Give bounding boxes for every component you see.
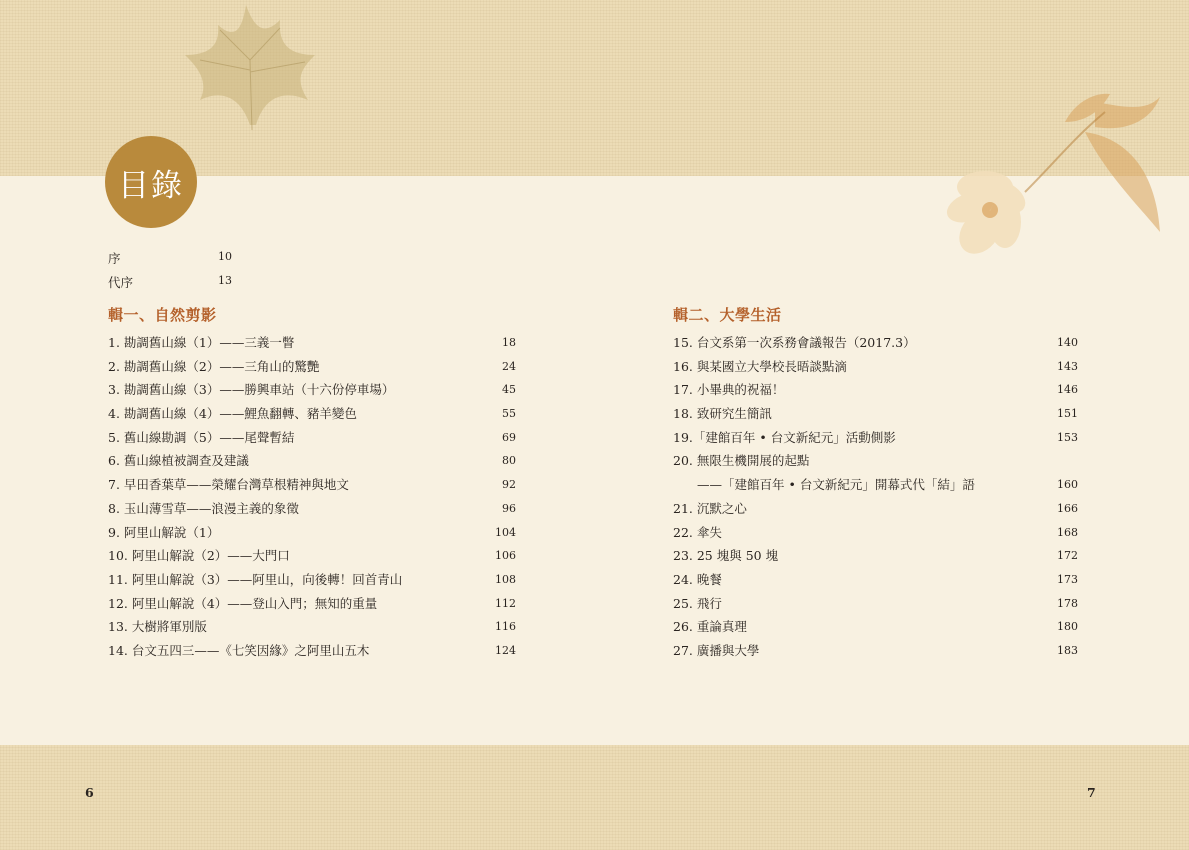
toc-entry[interactable] <box>108 544 516 568</box>
toc-entry[interactable] <box>673 592 1078 616</box>
toc-entry[interactable] <box>673 355 1078 379</box>
toc-entry[interactable] <box>108 592 516 616</box>
toc-entry-title: 18. 致研究生簡訊 <box>673 406 772 422</box>
toc-entry[interactable] <box>673 544 1078 568</box>
toc-entry-title: 9. 阿里山解說（1） <box>108 524 220 540</box>
toc-entry-title: 22. 傘失 <box>673 524 722 540</box>
toc-entry-title: 14. 台文五四三——《七笑因緣》之阿里山五木 <box>108 642 370 658</box>
toc-entry-page: 112 <box>495 596 516 610</box>
toc-entry-page: 45 <box>502 383 516 397</box>
toc-entry-page: 160 <box>1057 478 1078 492</box>
toc-entry-title: 1. 勘調舊山線（1）——三義一瞥 <box>108 335 295 350</box>
section-heading: 輯一、自然剪影 <box>108 306 217 324</box>
toc-entry[interactable] <box>673 426 1078 450</box>
preface-label: 代序 <box>108 275 134 290</box>
toc-entry-page: 146 <box>1057 383 1078 397</box>
toc-entry-title: 11. 阿里山解說（3）——阿里山，向後轉！回首青山 <box>108 571 403 587</box>
toc-entry[interactable] <box>673 615 1078 639</box>
toc-entry-page: 80 <box>502 454 516 468</box>
toc-entry[interactable] <box>673 378 1078 402</box>
toc-entry[interactable] <box>673 473 1078 497</box>
toc-entry-page: 124 <box>495 643 516 657</box>
toc-entry-title: 4. 勘調舊山線（4）——鯉魚翻轉、豬羊變色 <box>108 406 357 422</box>
toc-entry[interactable] <box>108 473 516 497</box>
toc-list-section-2 <box>673 331 1078 663</box>
toc-entry[interactable] <box>108 615 516 639</box>
toc-entry-title: 12. 阿里山解說（4）——登山入門；無知的重量 <box>108 595 378 611</box>
section-heading: 輯二、大學生活 <box>673 306 782 324</box>
toc-entry-page: 104 <box>495 525 516 539</box>
toc-entry-page: 108 <box>495 572 516 586</box>
toc-entry-title: 13. 大樹將軍別版 <box>108 619 207 635</box>
toc-title-badge <box>105 136 197 228</box>
toc-entry[interactable] <box>108 402 516 426</box>
toc-entry[interactable] <box>673 331 1078 355</box>
toc-entry-title: 7. 早田香葉草——榮耀台灣草根精神與地文 <box>108 477 349 493</box>
page-number-left: 6 <box>85 785 94 800</box>
toc-entry-title: 25. 飛行 <box>673 595 722 611</box>
toc-entry-page: 24 <box>502 359 516 373</box>
toc-entry-page: 116 <box>495 620 516 634</box>
toc-entry-page: 173 <box>1057 572 1078 586</box>
toc-entry-title: 6. 舊山線植被調查及建議 <box>108 453 249 469</box>
toc-entry-page: 143 <box>1057 359 1078 373</box>
toc-entry-page: 166 <box>1057 501 1078 515</box>
toc-entry-title: 16. 與某國立大學校長晤談點滴 <box>673 358 847 374</box>
toc-entry[interactable] <box>108 426 516 450</box>
toc-entry-page: 140 <box>1057 336 1078 349</box>
page-title: 目錄 <box>118 167 184 204</box>
toc-entry-title: 10. 阿里山解說（2）——大門口 <box>108 548 290 564</box>
toc-entry-title: 27. 廣播與大學 <box>673 642 760 658</box>
toc-entry[interactable] <box>108 568 516 592</box>
toc-entry[interactable] <box>108 355 516 379</box>
toc-entry-page: 96 <box>502 501 516 515</box>
toc-entry[interactable] <box>673 402 1078 426</box>
toc-entry-title: 24. 晚餐 <box>673 571 722 587</box>
toc-entry-page: 92 <box>502 478 516 492</box>
toc-entry-title: 19.「建館百年 • 台文新紀元」活動側影 <box>673 429 896 445</box>
toc-list-section-1 <box>108 331 516 663</box>
toc-entry-page: 178 <box>1057 596 1078 610</box>
toc-entry-title: 2. 勘調舊山線（2）——三角山的驚艷 <box>108 358 320 374</box>
toc-entry-title: 8. 玉山薄雪草——浪漫主義的象徵 <box>108 500 299 516</box>
toc-entry-title: 23. 25 塊與 50 塊 <box>673 548 779 564</box>
preface-label: 序 <box>108 251 121 266</box>
toc-entry-page: 69 <box>502 430 516 444</box>
toc-entry-title: 17. 小畢典的祝福！ <box>673 382 785 398</box>
toc-entry[interactable] <box>108 449 516 473</box>
toc-entry[interactable] <box>108 378 516 402</box>
toc-entry-page: 183 <box>1057 643 1078 657</box>
toc-entry-title: 3. 勘調舊山線（3）——勝興車站（十六份停車場） <box>108 382 395 398</box>
toc-entry-page: 106 <box>495 549 516 563</box>
toc-entry[interactable] <box>108 331 516 355</box>
toc-entry-title: 20. 無限生機開展的起點 <box>673 453 810 469</box>
preface-page: 13 <box>218 274 232 287</box>
toc-entry-title: 15. 台文系第一次系務會議報告（2017.3） <box>673 335 916 350</box>
toc-entry-title: 26. 重論真理 <box>673 619 747 635</box>
toc-entry-page: 180 <box>1057 620 1078 634</box>
bottom-texture-band <box>0 745 1189 850</box>
toc-entry[interactable] <box>673 497 1078 521</box>
preface-page: 10 <box>218 250 232 263</box>
page-number-right: 7 <box>1087 785 1096 800</box>
toc-entry-page: 168 <box>1057 525 1078 539</box>
toc-entry[interactable] <box>673 568 1078 592</box>
toc-entry-title: 21. 沉默之心 <box>673 500 747 516</box>
toc-entry[interactable] <box>108 639 516 663</box>
toc-entry-page: 172 <box>1057 549 1078 563</box>
toc-entry-page: 55 <box>502 407 516 421</box>
toc-entry-page: 151 <box>1057 407 1078 421</box>
toc-entry-title: ——「建館百年 • 台文新紀元」開幕式代「結」語 <box>697 477 975 493</box>
toc-entry[interactable] <box>108 521 516 545</box>
toc-entry[interactable] <box>673 521 1078 545</box>
toc-entry-page: 18 <box>502 336 516 349</box>
toc-entry[interactable] <box>673 449 1078 473</box>
toc-entry-page: 153 <box>1057 430 1078 444</box>
toc-entry-title: 5. 舊山線勘調（5）——尾聲暫結 <box>108 429 295 445</box>
toc-entry[interactable] <box>108 497 516 521</box>
toc-entry[interactable] <box>673 639 1078 663</box>
